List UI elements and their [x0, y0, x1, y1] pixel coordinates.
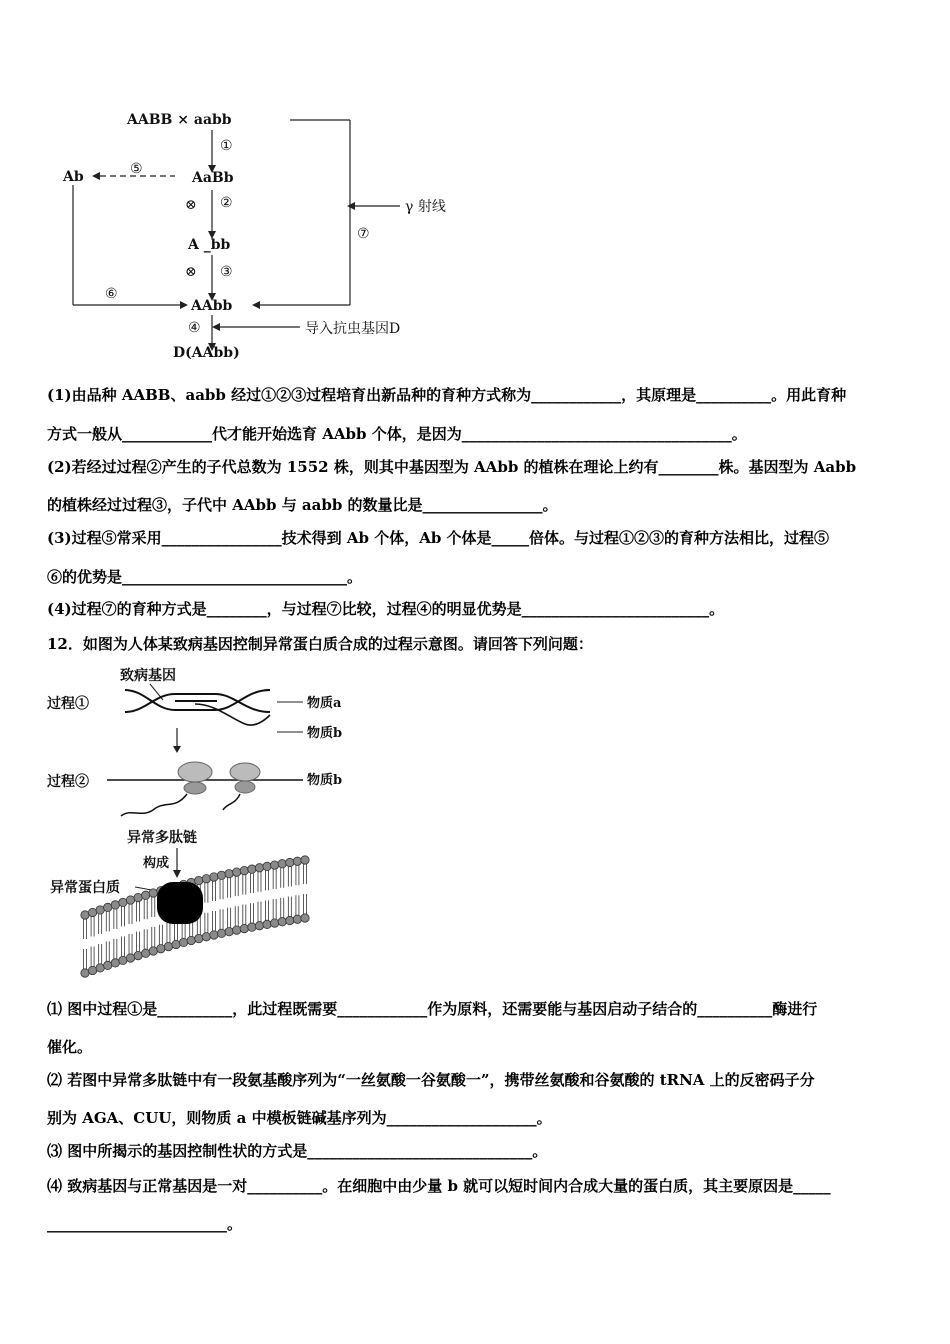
phospholipid-head — [263, 862, 271, 870]
abnormal-peptide-label: 异常多肽链 — [127, 830, 197, 846]
phospholipid-head — [187, 936, 195, 944]
phospholipid-head — [195, 934, 203, 942]
q11-part1-line1: (1)由品种 AABB、aabb 经过①②③过程培育出新品种的育种方式称为____________，其原理是__________。用此育种 — [47, 386, 847, 404]
phospholipid-head — [263, 920, 271, 928]
phospholipid-head — [96, 964, 104, 972]
phospholipid-head — [149, 947, 157, 955]
phospholipid-head — [286, 916, 294, 924]
abnormal-protein-label: 异常蛋白质 — [50, 880, 120, 896]
q12-part2-line2: 别为 AGA、CUU，则物质 a 中模板链碱基序列为____________________。 — [47, 1109, 552, 1127]
aabb-label: AAbb — [191, 298, 233, 314]
phospholipid-head — [164, 942, 172, 950]
phospholipid-head — [240, 866, 248, 874]
phospholipid-head — [141, 949, 149, 957]
q11-part2-line2: 的植株经过过程③，子代中 AAbb 与 aabb 的数量比是________________。 — [47, 496, 558, 514]
q12-part1-line1: ⑴ 图中过程①是__________，此过程既需要____________作为原料，还需要能与基因启动子结合的__________酶进行 — [47, 1000, 818, 1018]
constitute-label: 构成 — [143, 856, 170, 871]
ribosome-2-small — [235, 781, 255, 793]
step7-label: ⑦ — [357, 226, 370, 242]
d-final-label: D(AAbb) — [173, 345, 240, 361]
ribosome-1 — [178, 762, 212, 782]
phospholipid-head — [286, 858, 294, 866]
arrow-head-6 — [180, 301, 188, 309]
substance-a-label: 物质a — [307, 696, 342, 711]
q11-part4: (4)过程⑦的育种方式是________，与过程⑦比较，过程④的明显优势是_________________________。 — [47, 600, 725, 618]
phospholipid-head — [248, 923, 256, 931]
phospholipid-head — [134, 951, 142, 959]
phospholipid-head — [210, 931, 218, 939]
phospholipid-head — [119, 898, 127, 906]
self-cross-1: ⊗ — [185, 197, 197, 213]
phospholipid-head — [248, 865, 256, 873]
q12-part2-line1: ⑵ 若图中异常多肽链中有一段氨基酸序列为“一丝氨酸一谷氨酸一”，携带丝氨酸和谷氨酸的 tRNA 上的反密码子分 — [47, 1071, 815, 1089]
phospholipid-head — [233, 868, 241, 876]
phospholipid-head — [195, 876, 203, 884]
phospholipid-head — [141, 891, 149, 899]
phospholipid-head — [301, 914, 309, 922]
process2-label: 过程② — [47, 774, 89, 790]
phospholipid-head — [210, 873, 218, 881]
phospholipid-head — [81, 969, 89, 977]
phospholipid-head — [255, 864, 263, 872]
phospholipid-head — [126, 954, 134, 962]
step4-label: ④ — [188, 320, 201, 336]
substance-b1-label: 物质b — [307, 726, 343, 741]
q11-part2-line1: (2)若经过过程②产生的子代总数为 1552 株，则其中基因型为 AAbb 的植株在理论上约有________株。基因型为 Aabb — [47, 458, 857, 476]
arrow-head-gamma — [347, 202, 355, 210]
breeding-diagram — [55, 105, 475, 365]
phospholipid-head — [293, 857, 301, 865]
arrow-head-import — [212, 323, 220, 331]
step2-label: ② — [220, 195, 233, 211]
arrow-head-5 — [92, 172, 100, 180]
step3-label: ③ — [220, 264, 233, 280]
phospholipid-head — [179, 938, 187, 946]
q12-part4-line2: ________________________。 — [47, 1215, 243, 1233]
step6-label: ⑥ — [105, 286, 118, 302]
gene-import-label: 导入抗虫基因D — [305, 321, 401, 337]
phospholipid-head — [270, 861, 278, 869]
step1-label: ① — [220, 138, 233, 154]
self-cross-2: ⊗ — [185, 264, 197, 280]
cross-label: AABB × aabb — [127, 112, 232, 128]
phospholipid-head — [134, 893, 142, 901]
phospholipid-head — [104, 903, 112, 911]
phospholipid-head — [104, 961, 112, 969]
q12-part4-line1: ⑷ 致病基因与正常基因是一对__________。在细胞中由少量 b 就可以短时间内合成大量的蛋白质，其主要原因是_____ — [47, 1177, 831, 1195]
phospholipid-head — [278, 918, 286, 926]
q12-title: 12．如图为人体某致病基因控制异常蛋白质合成的过程示意图。请回答下列问题： — [47, 635, 593, 653]
gene-expression-diagram — [45, 660, 365, 985]
arrow-head-7 — [252, 301, 260, 309]
phospholipid-head — [202, 875, 210, 883]
phospholipid-head — [278, 860, 286, 868]
phospholipid-head — [255, 922, 263, 930]
phospholipid-head — [126, 896, 134, 904]
ribosome-1-small — [184, 782, 206, 794]
phospholipid-head — [111, 901, 119, 909]
process1-label: 过程① — [47, 696, 89, 712]
q11-part1-line2: 方式一般从____________代才能开始选育 AAbb 个体，是因为____________________________________。 — [47, 425, 747, 443]
q12-part1-line2: 催化。 — [47, 1038, 93, 1056]
phospholipid-head — [233, 926, 241, 934]
phospholipid-head — [111, 959, 119, 967]
q11-part3-line1: (3)过程⑤常采用________________技术得到 Ab 个体，Ab 个体是_____倍体。与过程①②③的育种方法相比，过程⑤ — [47, 529, 830, 547]
phospholipid-head — [172, 940, 180, 948]
phospholipid-head — [88, 908, 96, 916]
f1-label: AaBb — [192, 170, 234, 186]
q11-part3-line2: ⑥的优势是______________________________。 — [47, 568, 363, 586]
phospholipid-head — [157, 945, 165, 953]
abnormal-protein-shape — [157, 882, 203, 924]
phospholipid-head — [293, 915, 301, 923]
phospholipid-head — [270, 919, 278, 927]
phospholipid-head — [149, 889, 157, 897]
phospholipid-head — [96, 906, 104, 914]
substance-b2-label: 物质b — [307, 773, 343, 788]
phospholipid-head — [119, 956, 127, 964]
phospholipid-head — [202, 933, 210, 941]
phospholipid-head — [225, 927, 233, 935]
phospholipid-head — [217, 929, 225, 937]
phospholipid-head — [81, 911, 89, 919]
phospholipid-head — [225, 869, 233, 877]
phospholipid-head — [88, 966, 96, 974]
a-bb-label: A _bb — [188, 237, 231, 253]
gene-label: 致病基因 — [120, 668, 176, 684]
gamma-label: γ 射线 — [405, 199, 446, 215]
phospholipid-head — [240, 924, 248, 932]
ribosome-2 — [230, 763, 260, 781]
q12-part3: ⑶ 图中所揭示的基因控制性状的方式是______________________________。 — [47, 1142, 548, 1160]
phospholipid-head — [217, 871, 225, 879]
ab-left-label: Ab — [63, 169, 84, 185]
step5-label: ⑤ — [130, 161, 143, 177]
phospholipid-head — [301, 856, 309, 864]
